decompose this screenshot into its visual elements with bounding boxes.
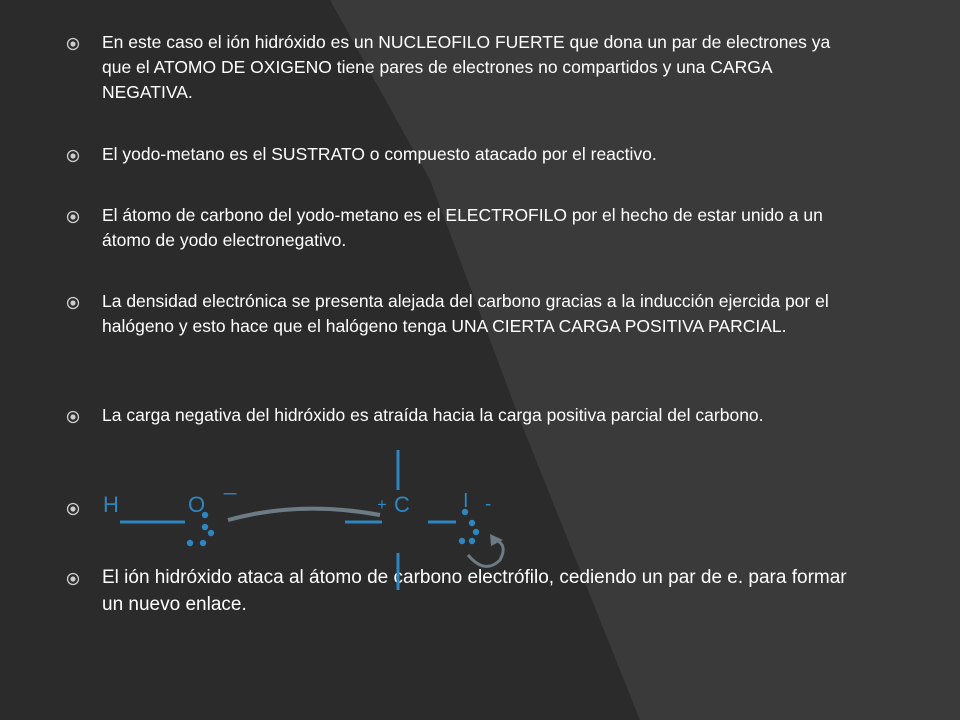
plus-charge-label: + — [377, 495, 387, 514]
atom-o-label: O — [188, 492, 206, 517]
bullet-text: La densidad electrónica se presenta alejada del carbono gracias a la inducción ejercida por el halógeno y esto hace que el halógeno tenga UNA CIERTA CARGA POSITIVA PARCIAL. — [102, 291, 829, 336]
negative-charge-label: _ — [224, 470, 237, 495]
atom-i-label: I — [463, 490, 469, 512]
bullet-text: El yodo-metano es el SUSTRATO o compuesto atacado por el reactivo. — [102, 144, 657, 164]
atom-c-label: C — [394, 492, 410, 517]
bullet-text: En este caso el ión hidróxido es un NUCLEOFILO FUERTE que dona un par de electrones ya que el ATOMO DE OXIGENO tiene pares de electrones no compartidos y una CARGA NEGATIVA. — [102, 32, 831, 102]
bullet-text: El ión hidróxido ataca al átomo de carbono electrófilo, cediendo un par de e. para formar un nuevo enlace. — [102, 567, 847, 615]
iodine-charge-label: - — [485, 494, 492, 515]
bullet-text: La carga negativa del hidróxido es atraída hacia la carga positiva parcial del carbono. — [102, 405, 764, 425]
atom-h-label: H — [103, 492, 119, 517]
bullet-text: El átomo de carbono del yodo-metano es el ELECTROFILO por el hecho de estar unido a un átomo de yodo electronegativo. — [102, 205, 823, 250]
